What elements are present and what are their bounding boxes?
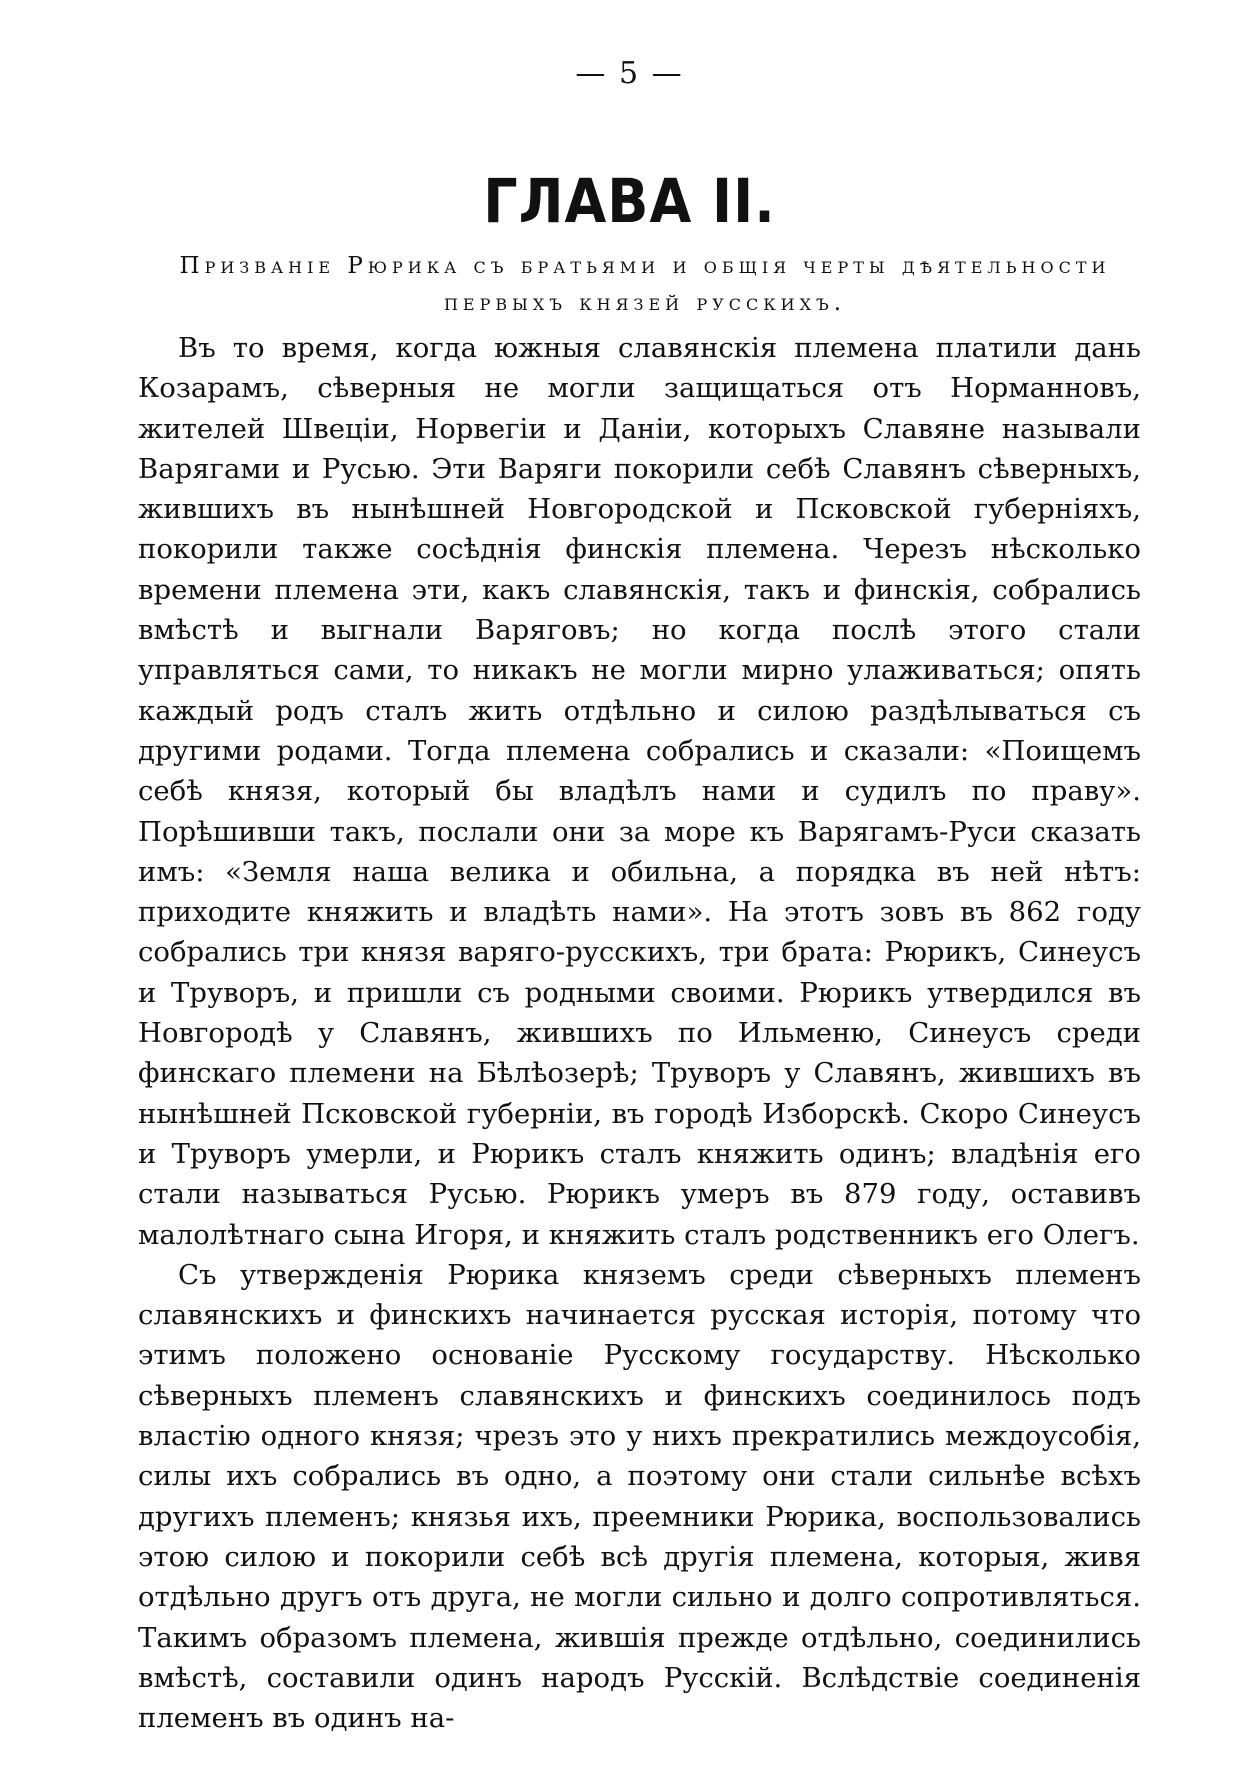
paragraph-1: Въ то время, когда южныя славянскія племена платили дань Козарамъ, сѣверныя не могли защищаться отъ Норманновъ, жителей Швеціи, Норвегіи и Даніи, которыхъ Славяне называли Варягами и Русью. Эти Варяги покорили себѣ Славянъ сѣверныхъ, жившихъ въ нынѣшней Новгородской и Псковской губерніяхъ, покорили также сосѣднія финскія племена. Черезъ нѣсколько времени племена эти, какъ славянскія, такъ и финскія, собрались вмѣстѣ и выгнали Варяговъ; но когда послѣ этого стали управляться сами, то никакъ не могли мирно улаживаться; опять каждый родъ сталъ жить отдѣльно и силою раздѣлываться съ другими родами. Тогда племена собрались и сказали: «Поищемъ себѣ князя, который бы владѣлъ нами и судилъ по праву». Порѣшивши такъ, послали они за море къ Варягамъ-Руси сказать имъ: «Земля наша велика и обильна, а порядка въ ней нѣтъ: приходите княжить и владѣть нами». На этотъ зовъ въ 862 году собрались три князя варяго-русскихъ, три брата: Рюрикъ, Синеусъ и Труворъ, и пришли съ родными своими. Рюрикъ утвердился въ Новгородѣ у Славянъ, жившихъ по Ильменю, Синеусъ среди финскаго племени на Бѣлѣозерѣ; Труворъ у Славянъ, жившихъ въ нынѣшней Псковской губерніи, въ городѣ Изборскѣ. Скоро Синеусъ и Труворъ умерли, и Рюрикъ сталъ княжить одинъ; владѣнія его стали называться Русью. Рюрикъ умеръ въ 879 году, оставивъ малолѣтнаго сына Игоря, и княжить сталъ родственникъ его Олегъ. — [138, 332, 1141, 1251]
page-number: — 5 — — [575, 56, 684, 91]
chapter-subtitle: Призваніе Рюрика съ братьями и общія черты дѣятельности первыхъ князей русскихъ. — [179, 253, 1111, 316]
chapter-title: ГЛАВА II. — [483, 166, 776, 237]
paragraph-2: Съ утвержденія Рюрика княземъ среди сѣверныхъ племенъ славянскихъ и финскихъ начинается русская исторія, потому что этимъ положено основаніе Русскому государству. Нѣсколько сѣверныхъ племенъ славянскихъ и финскихъ соединилось подъ властію одного князя; чрезъ это у нихъ прекратились междоусобія, силы ихъ собрались въ одно, а поэтому они стали сильнѣе всѣхъ другихъ племенъ; князья ихъ, преемники Рюрика, воспользовались этою силою и покорили себѣ всѣ другія племена, которыя, живя отдѣльно другъ отъ друга, не могли сильно и долго сопротивляться. Такимъ образомъ племена, жившія прежде отдѣльно, соединились вмѣстѣ, составили одинъ народъ Русскій. Вслѣдствіе соединенія племенъ въ одинъ на- — [138, 1258, 1141, 1735]
body-text — [138, 328, 1141, 1738]
